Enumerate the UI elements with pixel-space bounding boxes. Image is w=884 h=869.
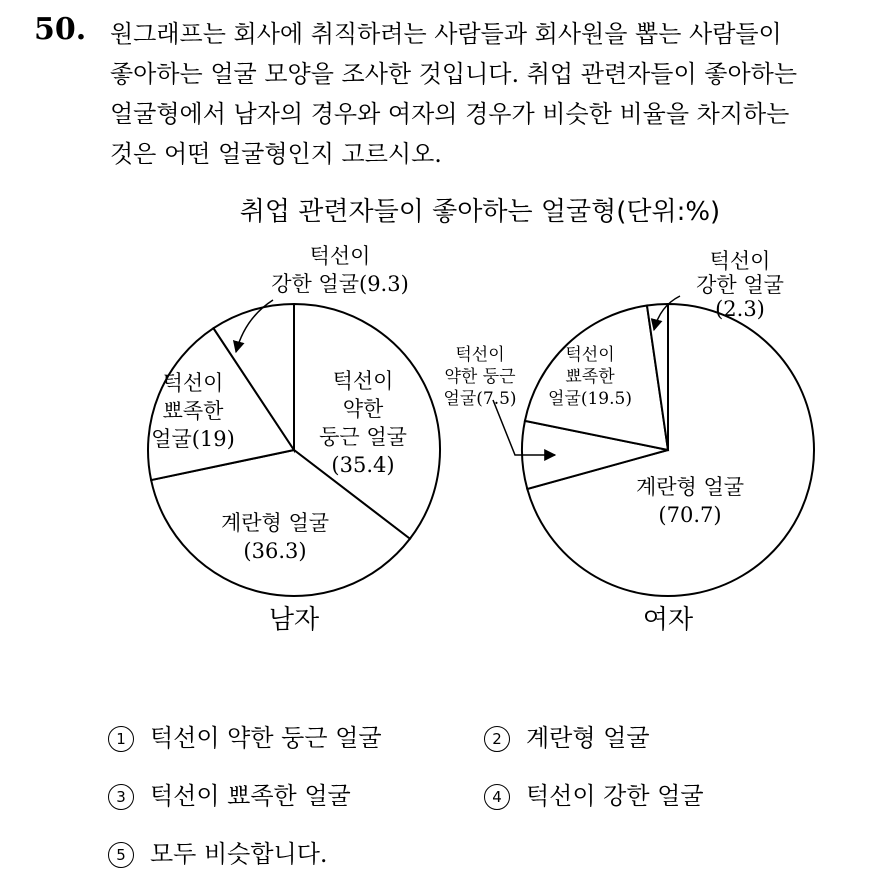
choice-3[interactable] — [108, 776, 351, 811]
choice-number: 1 — [108, 726, 134, 752]
choice-text: 모두 비슷합니다. — [150, 840, 328, 868]
choice-text: 턱선이 약한 둥근 얼굴 — [150, 724, 382, 752]
choice-number: 4 — [484, 784, 510, 810]
slice-label: 턱선이 뾰족한 얼굴(19.5) — [548, 345, 632, 409]
slice-label: 턱선이 뾰족한 얼굴(19) — [151, 371, 235, 451]
question-line: 얼굴형에서 남자의 경우와 여자의 경우가 비슷한 비율을 차지하는 — [110, 100, 790, 128]
choice-text: 턱선이 뾰족한 얼굴 — [150, 782, 351, 810]
choice-number: 5 — [108, 842, 134, 868]
pie-name: 여자 — [642, 605, 694, 635]
slice-label: 계란형 얼굴 (70.7) — [635, 475, 745, 527]
choice-1[interactable] — [108, 718, 382, 753]
question-line: 원그래프는 회사에 취직하려는 사람들과 회사원을 뽑는 사람들이 — [110, 20, 782, 48]
choice-number: 3 — [108, 784, 134, 810]
choice-number: 2 — [484, 726, 510, 752]
choice-4[interactable] — [484, 776, 704, 811]
choice-5[interactable] — [108, 834, 328, 869]
question-line: 좋아하는 얼굴 모양을 조사한 것입니다. 취업 관련자들이 좋아하는 — [110, 60, 797, 88]
choice-text: 계란형 얼굴 — [526, 724, 650, 752]
pie-name: 남자 — [268, 605, 320, 635]
slice-label: 턱선이 강한 얼굴(9.3) — [271, 244, 409, 296]
slice-label: 턱선이 강한 얼굴 (2.3) — [696, 249, 784, 321]
choice-text: 턱선이 강한 얼굴 — [526, 782, 704, 810]
question-line: 것은 어떤 얼굴형인지 고르시오. — [110, 140, 442, 168]
chart-title: 취업 관련자들이 좋아하는 얼굴형(단위:%) — [239, 197, 721, 227]
slice-label: 계란형 얼굴 (36.3) — [220, 511, 330, 563]
slice-label: 턱선이 약한 둥근 얼굴(7.5) — [443, 345, 517, 409]
choice-2[interactable] — [484, 718, 650, 753]
slice-label: 턱선이 약한 둥근 얼굴 (35.4) — [319, 369, 407, 477]
question-number: 50. — [34, 12, 87, 47]
